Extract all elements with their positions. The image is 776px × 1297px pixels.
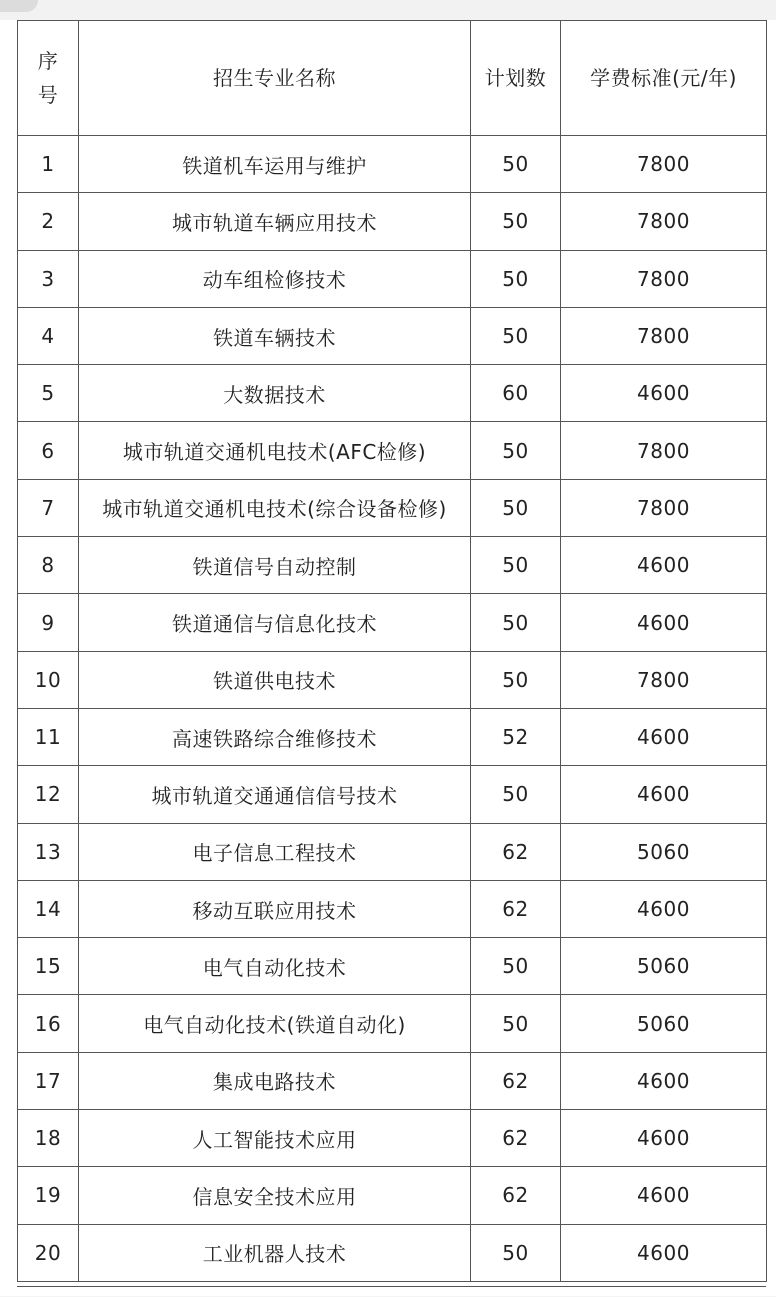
cell-tuition-fee: 5060 [561,995,767,1052]
cell-plan-count: 50 [471,766,561,823]
cell-plan-count: 50 [471,537,561,594]
cell-tuition-fee: 4600 [561,537,767,594]
cell-tuition-fee: 4600 [561,1052,767,1109]
cell-serial-number: 19 [18,1167,79,1224]
cell-plan-count: 50 [471,1224,561,1281]
table-row [18,479,767,536]
table-row [18,594,767,651]
cell-tuition-fee: 5060 [561,823,767,880]
cell-major-name: 铁道机车运用与维护 [79,136,471,193]
header-serial-line2: 号 [37,83,59,107]
cell-serial-number: 16 [18,995,79,1052]
cell-tuition-fee: 4600 [561,1110,767,1167]
table-row [18,250,767,307]
table-row [18,766,767,823]
table-row [18,823,767,880]
cell-serial-number: 20 [18,1224,79,1281]
header-plan-count: 计划数 [471,21,561,136]
table-row [18,537,767,594]
cell-major-name: 铁道信号自动控制 [79,537,471,594]
cell-serial-number: 2 [18,193,79,250]
table-header [18,21,767,136]
cell-plan-count: 50 [471,479,561,536]
cell-tuition-fee: 7800 [561,193,767,250]
cell-serial-number: 4 [18,307,79,364]
corner-tab [0,0,38,12]
table-row [18,1224,767,1281]
cell-serial-number: 5 [18,365,79,422]
table-row [18,880,767,937]
header-tuition-fee: 学费标准(元/年) [561,21,767,136]
cell-major-name: 电子信息工程技术 [79,823,471,880]
table-row [18,422,767,479]
table-row [18,307,767,364]
cell-tuition-fee: 7800 [561,479,767,536]
cell-serial-number: 1 [18,136,79,193]
cell-tuition-fee: 7800 [561,307,767,364]
cell-tuition-fee: 5060 [561,938,767,995]
cell-plan-count: 62 [471,1110,561,1167]
table-row [18,193,767,250]
cell-plan-count: 62 [471,823,561,880]
enrollment-fee-table [17,20,767,1282]
cell-major-name: 移动互联应用技术 [79,880,471,937]
cell-tuition-fee: 4600 [561,766,767,823]
cell-major-name: 电气自动化技术 [79,938,471,995]
cell-plan-count: 50 [471,938,561,995]
cell-tuition-fee: 4600 [561,708,767,765]
header-serial-line1: 序 [37,49,59,73]
table-row [18,938,767,995]
cell-tuition-fee: 4600 [561,365,767,422]
cell-major-name: 城市轨道交通机电技术(AFC检修) [79,422,471,479]
table-row [18,995,767,1052]
cell-tuition-fee: 4600 [561,1167,767,1224]
cell-major-name: 电气自动化技术(铁道自动化) [79,995,471,1052]
cell-tuition-fee: 7800 [561,250,767,307]
cell-plan-count: 50 [471,307,561,364]
table-bottom-edge [17,1286,766,1297]
table-row [18,136,767,193]
cell-plan-count: 50 [471,651,561,708]
cell-serial-number: 9 [18,594,79,651]
cell-serial-number: 14 [18,880,79,937]
table-row [18,708,767,765]
table-row [18,1110,767,1167]
cell-major-name: 铁道供电技术 [79,651,471,708]
cell-tuition-fee: 7800 [561,422,767,479]
cell-major-name: 铁道通信与信息化技术 [79,594,471,651]
cell-major-name: 铁道车辆技术 [79,307,471,364]
cell-tuition-fee: 4600 [561,880,767,937]
cell-tuition-fee: 4600 [561,1224,767,1281]
cell-plan-count: 52 [471,708,561,765]
cell-plan-count: 62 [471,880,561,937]
cell-serial-number: 8 [18,537,79,594]
cell-tuition-fee: 7800 [561,651,767,708]
cell-major-name: 高速铁路综合维修技术 [79,708,471,765]
cell-major-name: 信息安全技术应用 [79,1167,471,1224]
cell-tuition-fee: 7800 [561,136,767,193]
cell-plan-count: 50 [471,250,561,307]
cell-serial-number: 6 [18,422,79,479]
table-row [18,1167,767,1224]
cell-serial-number: 3 [18,250,79,307]
table-row [18,365,767,422]
header-major-name: 招生专业名称 [79,21,471,136]
cell-major-name: 工业机器人技术 [79,1224,471,1281]
cell-serial-number: 17 [18,1052,79,1109]
cell-serial-number: 12 [18,766,79,823]
cell-major-name: 大数据技术 [79,365,471,422]
table-row [18,1052,767,1109]
cell-plan-count: 50 [471,136,561,193]
table-row [18,651,767,708]
cell-major-name: 动车组检修技术 [79,250,471,307]
cell-plan-count: 50 [471,193,561,250]
top-margin [0,0,776,20]
cell-plan-count: 62 [471,1052,561,1109]
cell-major-name: 集成电路技术 [79,1052,471,1109]
header-serial-number [18,21,79,136]
cell-serial-number: 11 [18,708,79,765]
cell-major-name: 城市轨道交通机电技术(综合设备检修) [79,479,471,536]
cell-plan-count: 50 [471,995,561,1052]
cell-serial-number: 13 [18,823,79,880]
cell-plan-count: 62 [471,1167,561,1224]
cell-plan-count: 50 [471,594,561,651]
cell-tuition-fee: 4600 [561,594,767,651]
cell-major-name: 城市轨道交通通信信号技术 [79,766,471,823]
table-body [18,136,767,1282]
header-row [18,21,767,136]
cell-serial-number: 10 [18,651,79,708]
cell-plan-count: 60 [471,365,561,422]
cell-major-name: 人工智能技术应用 [79,1110,471,1167]
cell-serial-number: 15 [18,938,79,995]
cell-serial-number: 18 [18,1110,79,1167]
cell-serial-number: 7 [18,479,79,536]
cell-plan-count: 50 [471,422,561,479]
cell-major-name: 城市轨道车辆应用技术 [79,193,471,250]
